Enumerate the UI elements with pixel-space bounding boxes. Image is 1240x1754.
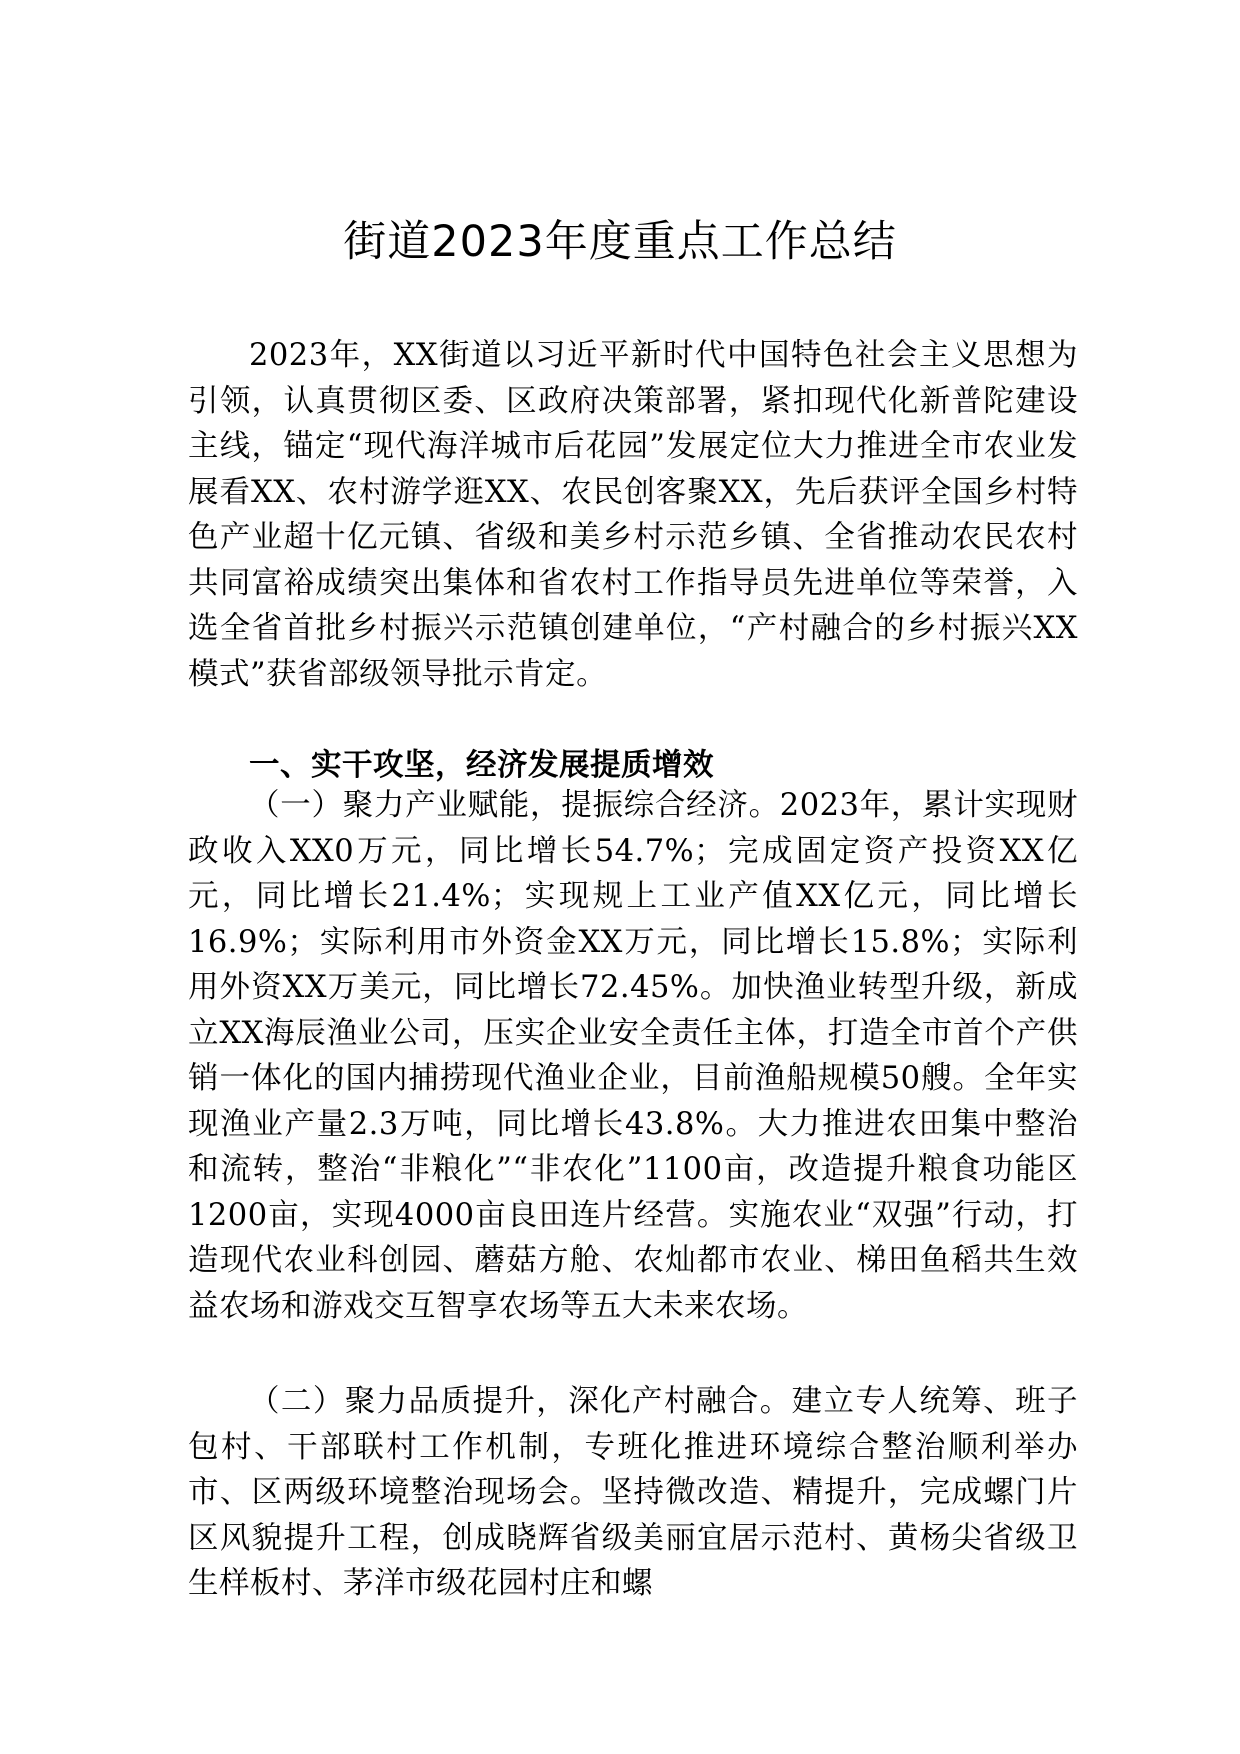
document-title: 街道2023年度重点工作总结 [343, 217, 897, 267]
intro-paragraph: 2023年，XX街道以习近平新时代中国特色社会主义思想为引领，认真贯彻区委、区政府决策部署，紧扣现代化新普陀建设主线，锚定“现代海洋城市后花园”发展定位大力推进全市农业发展看XX、农村游学逛XX、农民创客聚XX，先后获评全国乡村特色产业超十亿元镇、省级和美乡村示范乡镇、全省推动农民农村共同富裕成绩突出集体和省农村工作指导员先进单位等荣誉，入选全省首批乡村振兴示范镇创建单位，“产村融合的乡村振兴XX模式”获省部级领导批示肯定。 [188, 338, 1078, 692]
section-one-paragraph-1: （一）聚力产业赋能，提振综合经济。2023年，累计实现财政收入XX0万元，同比增长54.7%；完成固定资产投资XX亿元，同比增长21.4%；实现规上工业产值XX亿元，同比增长16.9%；实际利用市外资金XX万元，同比增长15.8%；实际利用外资XX万美元，同比增长72.45%。加快渔业转型升级，新成立XX海辰渔业公司，压实企业安全责任主体，打造全市首个产供销一体化的国内捕捞现代渔业企业，目前渔船规模50艘。全年实现渔业产量2.3万吨，同比增长43.8%。大力推进农田集中整治和流转，整治“非粮化”“非农化”1100亩，改造提升粮食功能区1200亩，实现4000亩良田连片经营。实施农业“双强”行动，打造现代农业科创园、蘑菇方舱、农灿都市农业、梯田鱼稻共生效益农场和游戏交互智享农场等五大未来农场。 [188, 788, 1078, 1324]
section-heading-one: 一、实干攻坚，经济发展提质增效 [249, 748, 714, 783]
document-body [188, 333, 1078, 1679]
section-one-paragraph-2: （二）聚力品质提升，深化产村融合。建立专人统筹、班子包村、干部联村工作机制，专班化推进环境综合整治顺利举办市、区两级环境整治现场会。坚持微改造、精提升，完成螺门片区风貌提升工程，创成晓辉省级美丽宜居示范村、黄杨尖省级卫生样板村、茅洋市级花园村庄和螺 [188, 1384, 1078, 1601]
